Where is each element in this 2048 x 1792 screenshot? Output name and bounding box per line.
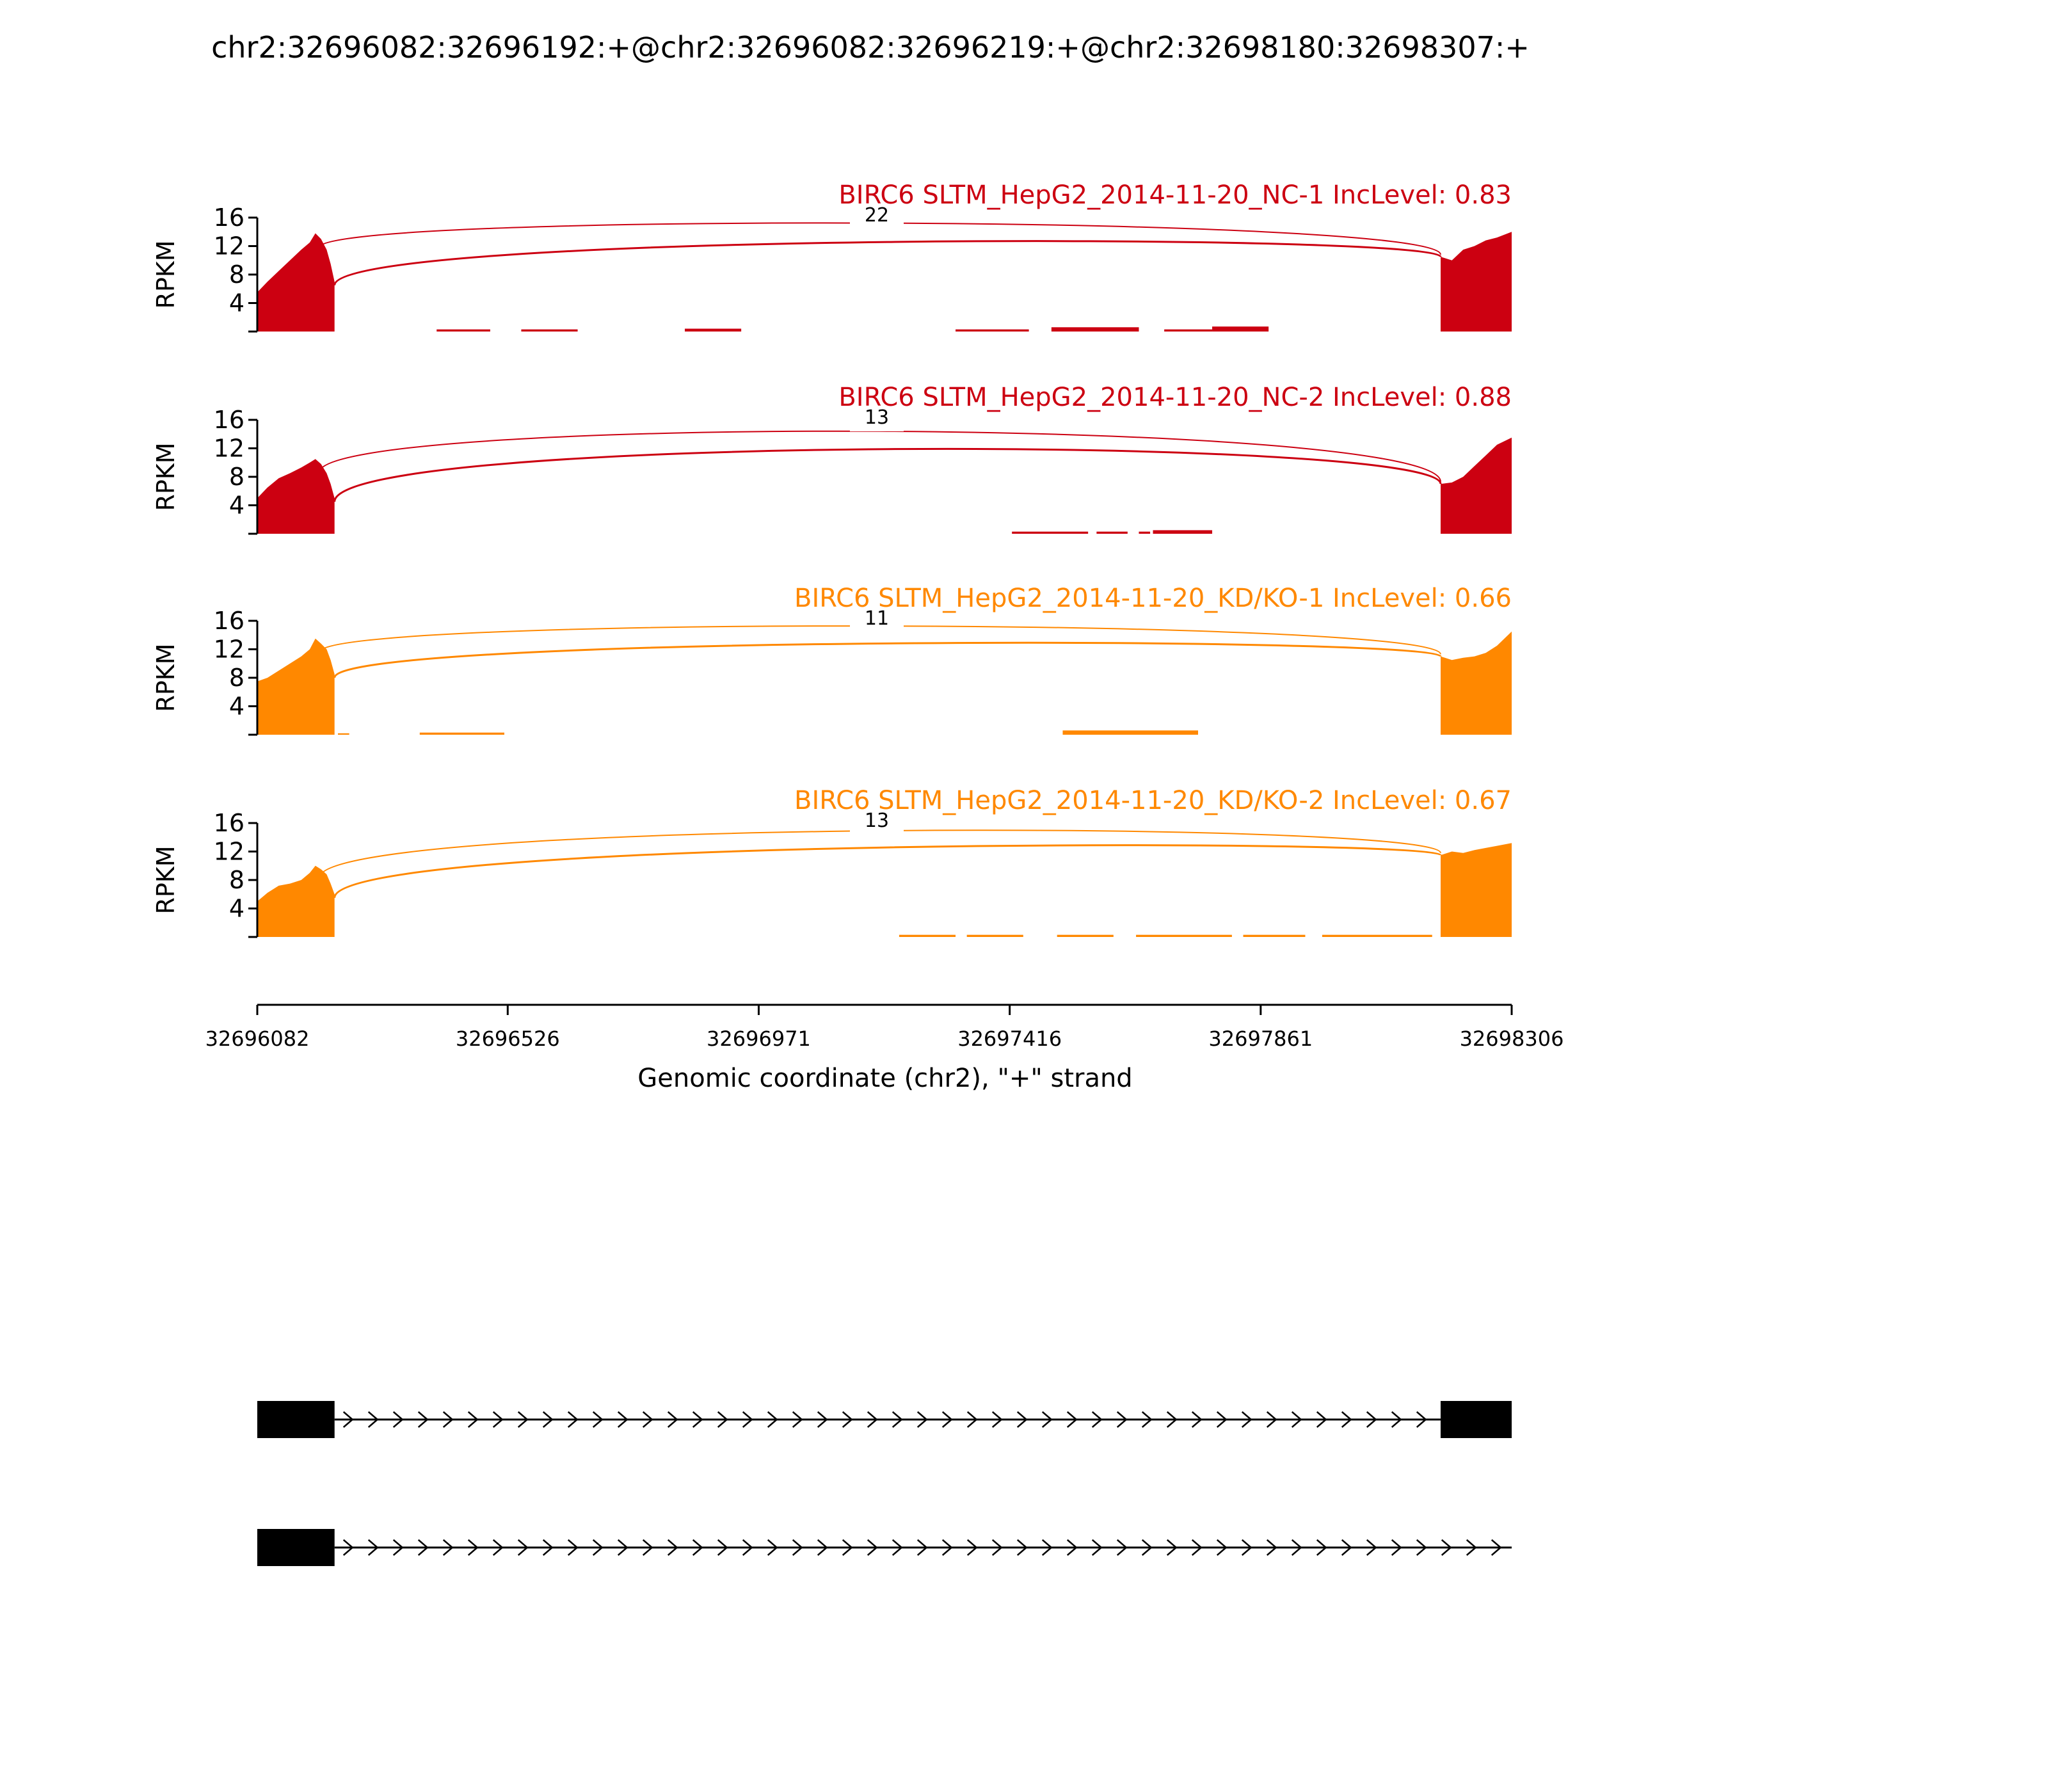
coverage-background-bar bbox=[1096, 532, 1127, 534]
exon1-coverage bbox=[257, 866, 335, 937]
exon1-coverage bbox=[257, 639, 335, 735]
exon1-coverage bbox=[257, 234, 335, 332]
coverage-background-bar bbox=[1062, 730, 1198, 735]
y-tick-label: 16 bbox=[213, 809, 244, 837]
y-tick-label: 16 bbox=[213, 406, 244, 434]
genomic-x-axis bbox=[205, 1005, 1564, 1093]
exon2-coverage bbox=[1441, 438, 1512, 534]
exon-block bbox=[257, 1401, 335, 1438]
y-tick-label: 8 bbox=[228, 463, 244, 491]
transcript-2 bbox=[257, 1529, 1512, 1566]
exon2-coverage bbox=[1441, 232, 1512, 332]
x-axis-label: Genomic coordinate (chr2), "+" strand bbox=[637, 1064, 1133, 1093]
skipping-junction-arc bbox=[335, 241, 1441, 285]
junction-count-label: 11 bbox=[864, 607, 890, 630]
x-tick-label: 32698306 bbox=[1459, 1027, 1564, 1051]
junction-count-label: 13 bbox=[864, 406, 890, 429]
y-tick-label: 12 bbox=[213, 837, 244, 866]
skipping-junction-arc bbox=[335, 845, 1441, 898]
coverage-background-bar bbox=[685, 329, 741, 332]
y-tick-label: 4 bbox=[228, 894, 244, 923]
x-tick-label: 32697861 bbox=[1208, 1027, 1313, 1051]
coverage-track-4 bbox=[152, 786, 1512, 937]
coverage-background-bar bbox=[967, 935, 1023, 937]
y-tick-label: 16 bbox=[213, 204, 244, 232]
coverage-background-bar bbox=[1244, 935, 1306, 937]
y-tick-label: 4 bbox=[228, 289, 244, 317]
exon2-coverage bbox=[1441, 843, 1512, 937]
exon-block bbox=[257, 1529, 335, 1566]
coverage-track-1 bbox=[152, 180, 1512, 332]
coverage-background-bar bbox=[1012, 532, 1088, 534]
junction-count-label: 22 bbox=[864, 204, 890, 227]
y-tick-label: 8 bbox=[228, 260, 244, 289]
coverage-track-3 bbox=[152, 584, 1512, 735]
y-tick-label: 12 bbox=[213, 232, 244, 260]
y-tick-label: 4 bbox=[228, 491, 244, 520]
track-title: BIRC6 SLTM_HepG2_2014-11-20_KD/KO-1 IncLevel: 0.66 bbox=[794, 584, 1512, 613]
skipping-junction-arc bbox=[335, 449, 1441, 502]
coverage-background-bar bbox=[1052, 327, 1139, 332]
y-tick-label: 8 bbox=[228, 866, 244, 894]
coverage-background-bar bbox=[899, 935, 956, 937]
y-tick-label: 16 bbox=[213, 607, 244, 635]
inclusion-junction-arc bbox=[319, 830, 1441, 877]
x-tick-label: 32696971 bbox=[707, 1027, 811, 1051]
coverage-track-2 bbox=[152, 383, 1512, 534]
y-axis-label: RPKM bbox=[152, 240, 180, 309]
coverage-background-bar bbox=[1212, 326, 1268, 332]
coverage-background-bar bbox=[436, 330, 490, 332]
skipping-junction-arc bbox=[335, 643, 1441, 678]
x-tick-label: 32696526 bbox=[455, 1027, 560, 1051]
coverage-background-bar bbox=[420, 733, 504, 735]
y-tick-label: 12 bbox=[213, 635, 244, 664]
coverage-background-bar bbox=[521, 330, 577, 332]
y-tick-label: 12 bbox=[213, 434, 244, 463]
track-title: BIRC6 SLTM_HepG2_2014-11-20_NC-1 IncLevel: 0.83 bbox=[838, 180, 1512, 210]
y-axis-label: RPKM bbox=[152, 643, 180, 712]
y-tick-label: 8 bbox=[228, 664, 244, 692]
coverage-background-bar bbox=[1322, 935, 1432, 937]
coverage-background-bar bbox=[956, 330, 1029, 332]
coverage-background-bar bbox=[1139, 532, 1150, 534]
figure-title: chr2:32696082:32696192:+@chr2:32696082:32696219:+@chr2:32698180:32698307:+ bbox=[211, 30, 1530, 65]
exon-block bbox=[1441, 1401, 1512, 1438]
track-title: BIRC6 SLTM_HepG2_2014-11-20_NC-2 IncLevel: 0.88 bbox=[838, 383, 1512, 412]
coverage-background-bar bbox=[1057, 935, 1114, 937]
junction-count-label: 13 bbox=[864, 810, 890, 832]
coverage-background-bar bbox=[338, 733, 349, 735]
gene-models bbox=[257, 1401, 1512, 1566]
transcript-1 bbox=[257, 1401, 1512, 1438]
y-axis-label: RPKM bbox=[152, 442, 180, 511]
y-axis-label: RPKM bbox=[152, 845, 180, 915]
coverage-background-bar bbox=[1136, 935, 1232, 937]
coverage-background-bar bbox=[1153, 530, 1212, 534]
sashimi-tracks bbox=[152, 180, 1512, 937]
exon2-coverage bbox=[1441, 632, 1512, 735]
coverage-background-bar bbox=[1164, 330, 1212, 332]
x-tick-label: 32697416 bbox=[957, 1027, 1062, 1051]
x-tick-label: 32696082 bbox=[205, 1027, 310, 1051]
exon1-coverage bbox=[257, 459, 335, 534]
track-title: BIRC6 SLTM_HepG2_2014-11-20_KD/KO-2 IncLevel: 0.67 bbox=[794, 786, 1512, 815]
y-tick-label: 4 bbox=[228, 692, 244, 721]
